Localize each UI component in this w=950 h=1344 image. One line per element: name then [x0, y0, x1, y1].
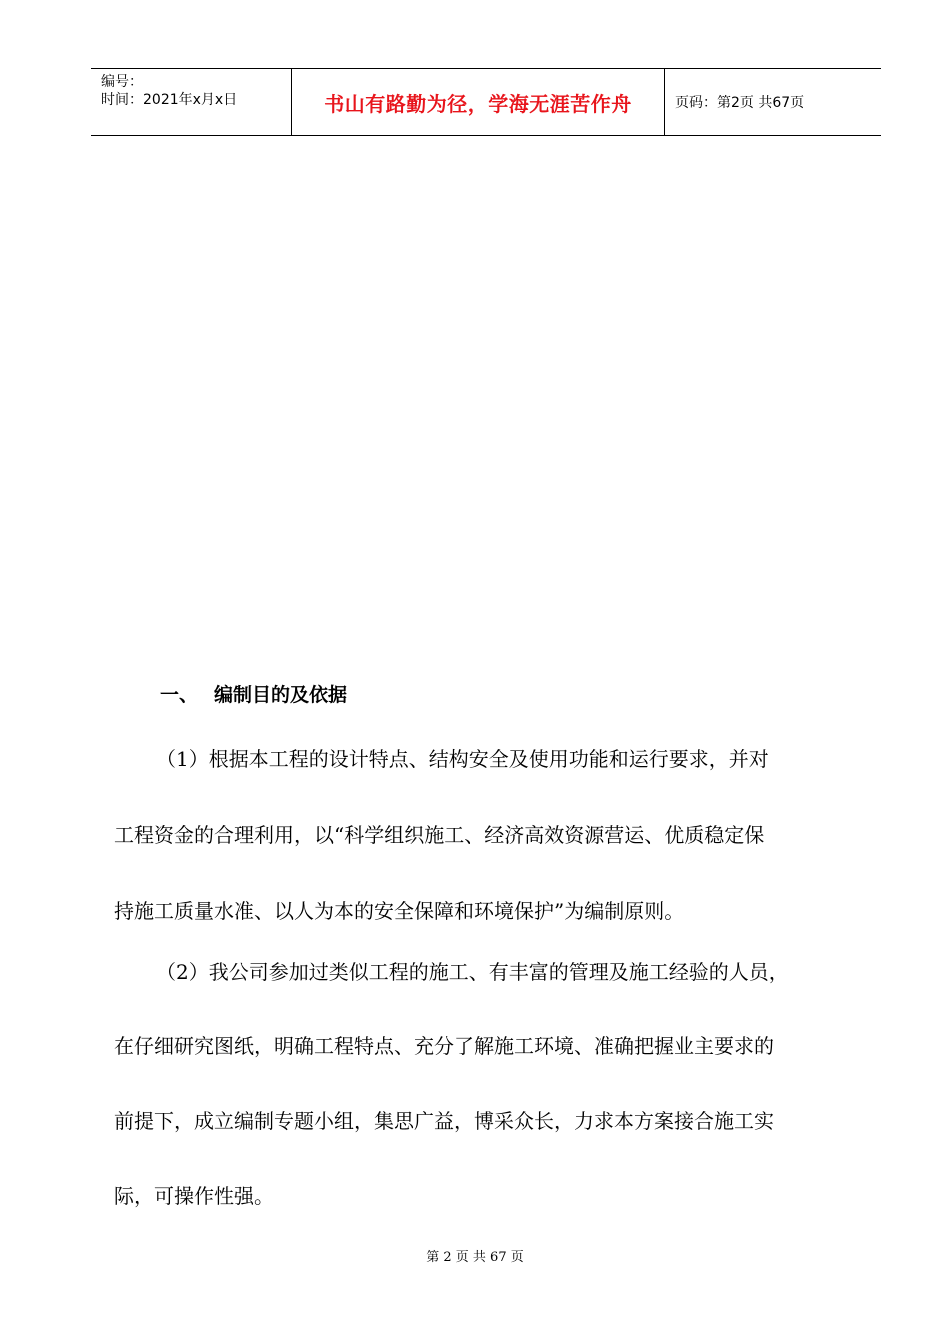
page-footer: 第 2 页 共 67 页 [426, 1250, 524, 1265]
page-header [91, 68, 881, 136]
header-motto: 书山有路勤为径，学海无涯苦作舟 [292, 69, 665, 135]
section-number: 一、 [160, 684, 199, 706]
paragraph-2-line-2: 在仔细研究图纸，明确工程特点、充分了解施工环境、准确把握业主要求的 [114, 1034, 774, 1058]
section-heading [160, 680, 347, 707]
header-meta-cell [91, 69, 292, 135]
serial-label: 编号： [101, 74, 143, 90]
section-title-text: 编制目的及依据 [214, 684, 348, 706]
paragraph-2-line-4: 际，可操作性强。 [114, 1184, 274, 1208]
header-page-info: 页码：第2页 共67页 [675, 95, 805, 111]
paragraph-2-line-3: 前提下，成立编制专题小组，集思广益，博采众长，力求本方案接合施工实 [114, 1109, 774, 1133]
paragraph-1-line-3: 持施工质量水准、以人为本的安全保障和环境保护”为编制原则。 [114, 899, 685, 923]
paragraph-1-line-1: （1）根据本工程的设计特点、结构安全及使用功能和运行要求，并对 [156, 747, 769, 771]
time-label: 时间：2021年x月x日 [101, 92, 238, 108]
paragraph-1-line-2: 工程资金的合理利用，以“科学组织施工、经济高效资源营运、优质稳定保 [114, 823, 765, 847]
paragraph-2-line-1: （2）我公司参加过类似工程的施工、有丰富的管理及施工经验的人员， [156, 960, 789, 984]
